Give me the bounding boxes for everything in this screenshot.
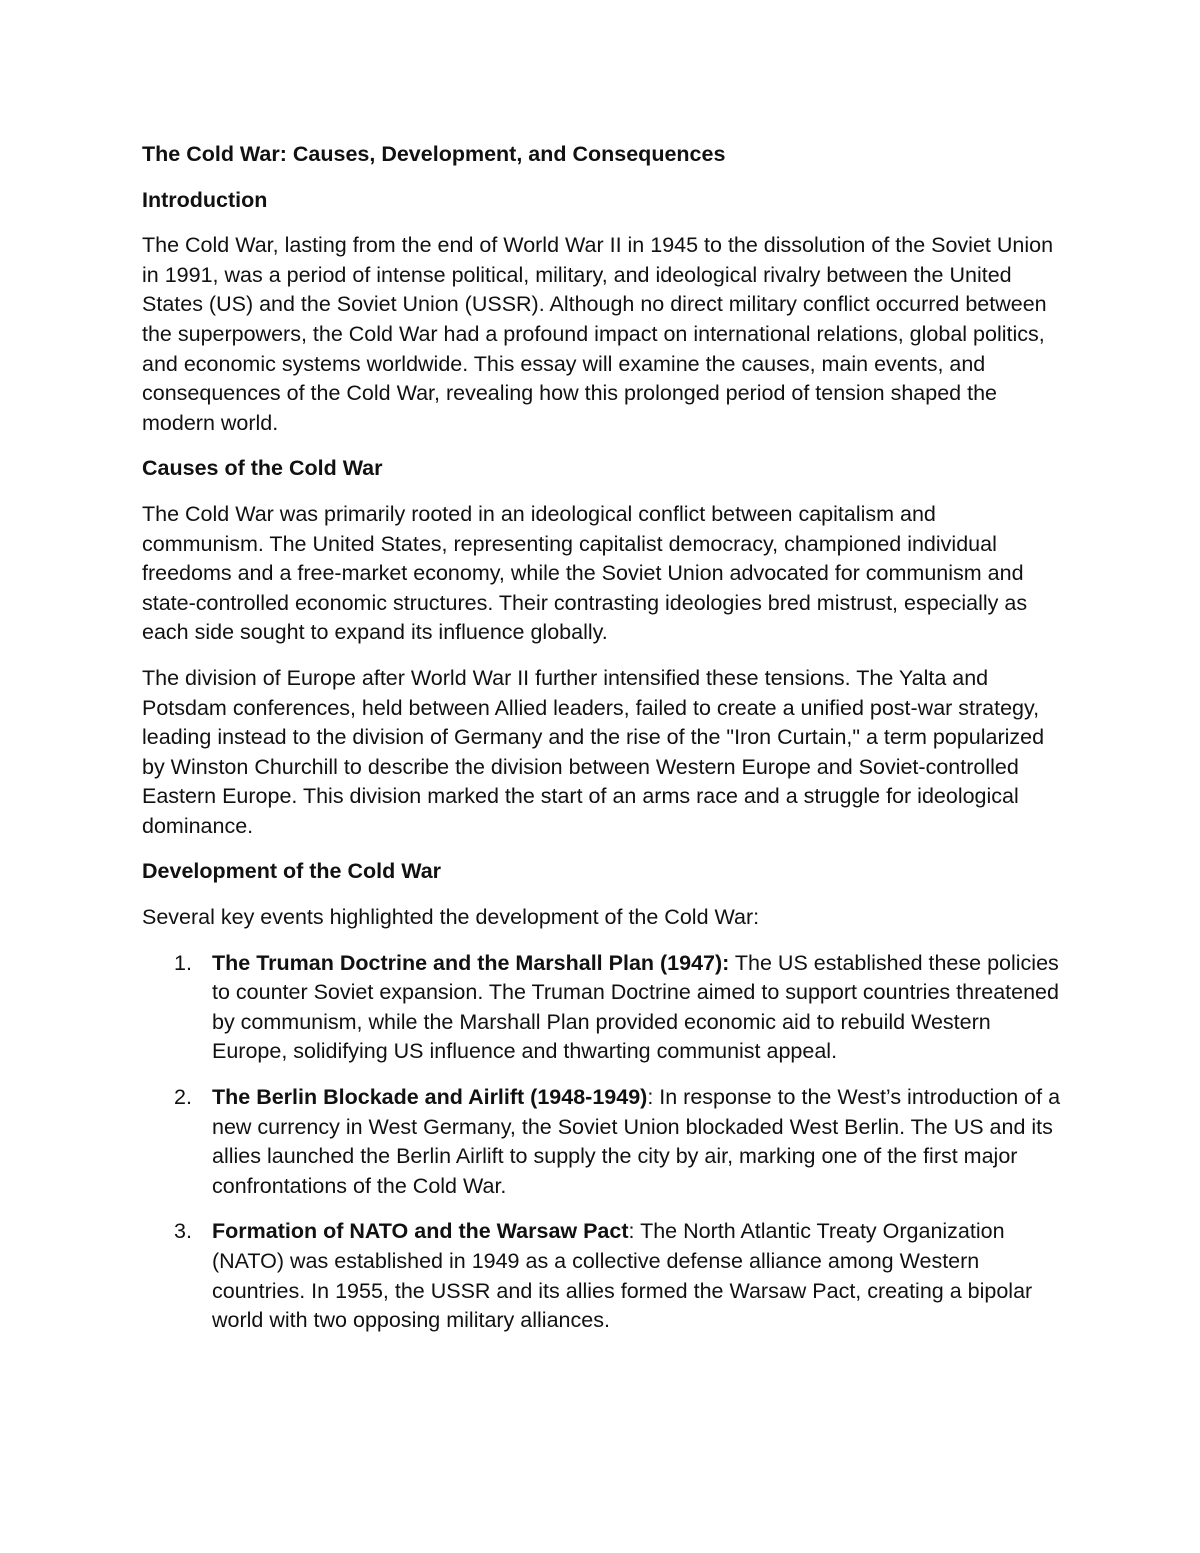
list-item-number: 1. <box>174 950 192 975</box>
section-heading-development: Development of the Cold War <box>142 859 442 884</box>
list-item <box>142 949 1062 1067</box>
list-item-number: 2. <box>174 1085 192 1110</box>
document-title: The Cold War: Causes, Development, and Consequences <box>142 142 726 166</box>
key-events-list <box>142 949 1062 1336</box>
section-heading-introduction: Introduction <box>142 187 268 212</box>
list-item-text: : The North Atlantic Treaty Organization (NATO) was established in 1949 as a collective defense alliance among Western countries. In 1955, the USSR and its allies formed the Warsaw Pact, creating a bipolar world with two opposing military alliances. <box>212 1219 1033 1333</box>
list-item-title: The Berlin Blockade and Airlift (1948-1949) <box>212 1085 648 1110</box>
list-item <box>142 1083 1062 1201</box>
document-page <box>142 140 1062 1352</box>
list-item-text: : In response to the West’s introduction of a new currency in West Germany, the Soviet Union blockaded West Berlin. The US and its allies launched the Berlin Airlift to supply the city by air, marking one of the first major confrontations of the Cold War. <box>212 1085 1061 1198</box>
list-item-number: 3. <box>174 1219 192 1244</box>
list-item <box>142 1217 1062 1335</box>
development-intro-paragraph: Several key events highlighted the development of the Cold War: <box>142 905 760 930</box>
intro-paragraph: The Cold War, lasting from the end of World War II in 1945 to the dissolution of the Soviet Union in 1991, was a period of intense political, military, and ideological rivalry between the United States (US) and the Soviet Union (USSR). Although no direct military conflict occurred between the superpowers, the Cold War had a profound impact on international relations, global politics, and economic systems worldwide. This essay will examine the causes, main events, and consequences of the Cold War, revealing how this prolonged period of tension shaped the modern world. <box>142 233 1054 435</box>
causes-paragraph-1: The Cold War was primarily rooted in an ideological conflict between capitalism and communism. The United States, representing capitalist democracy, championed individual freedoms and a free-market economy, while the Soviet Union advocated for communism and state-controlled economic structures. Their contrasting ideologies bred mistrust, especially as each side sought to expand its influence globally. <box>142 501 1028 645</box>
causes-paragraph-2: The division of Europe after World War II further intensified these tensions. The Yalta and Potsdam conferences, held between Allied leaders, failed to create a unified post-war strategy, leading instead to the division of Germany and the rise of the "Iron Curtain," a term popularized by Winston Churchill to describe the division between Western Europe and Soviet-controlled Eastern Europe. This division marked the start of an arms race and a struggle for ideological dominance. <box>142 665 1045 838</box>
list-item-title: The Truman Doctrine and the Marshall Plan (1947): <box>212 950 730 975</box>
section-heading-causes: Causes of the Cold War <box>142 456 383 481</box>
list-item-text: The US established these policies to counter Soviet expansion. The Truman Doctrine aimed to support countries threatened by communism, while the Marshall Plan provided economic aid to rebuild Western Europe, solidifying US influence and thwarting communist appeal. <box>212 950 1059 1064</box>
list-item-title: Formation of NATO and the Warsaw Pact <box>212 1219 629 1244</box>
